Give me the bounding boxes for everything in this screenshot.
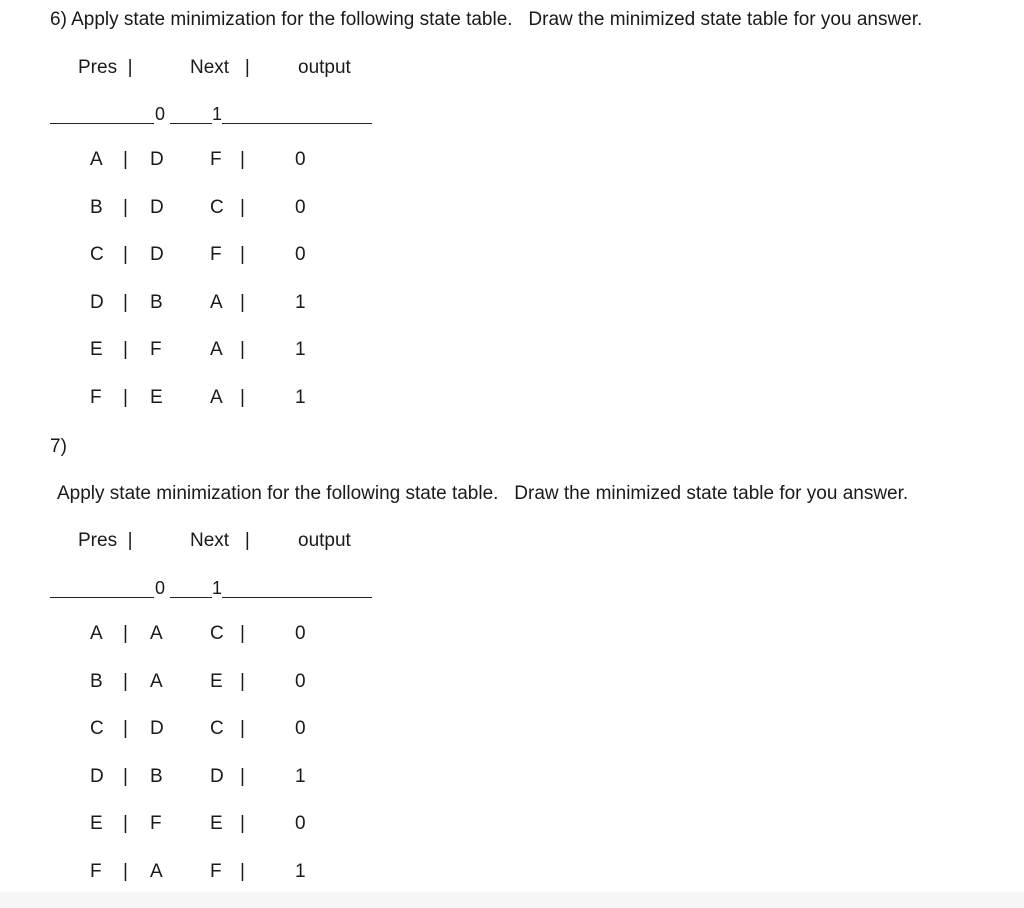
row-output: 1: [295, 339, 306, 360]
row-sep-1: |: [123, 149, 128, 170]
row-pres: A: [90, 149, 103, 170]
q6-header-next: Next |: [190, 57, 250, 78]
row-next1: F: [210, 244, 222, 265]
row-sep-1: |: [123, 766, 128, 787]
row-sep-2: |: [240, 671, 245, 692]
row-sep-1: |: [123, 623, 128, 644]
row-next1: E: [210, 813, 223, 834]
row-output: 0: [295, 623, 306, 644]
row-pres: E: [90, 339, 103, 360]
row-sep-1: |: [123, 244, 128, 265]
row-sep-1: |: [123, 718, 128, 739]
row-next1: C: [210, 623, 224, 644]
q6-header-output: output: [298, 57, 351, 78]
q7-header-output: output: [298, 530, 351, 551]
row-next0: D: [150, 197, 164, 218]
row-pres: B: [90, 671, 103, 692]
row-output: 0: [295, 244, 306, 265]
row-sep-2: |: [240, 292, 245, 313]
row-pres: F: [90, 387, 102, 408]
q7-subheader-zero: 0: [155, 578, 166, 598]
row-sep-2: |: [240, 387, 245, 408]
row-next0: D: [150, 149, 164, 170]
row-next1: E: [210, 671, 223, 692]
q7-number: 7): [50, 436, 67, 457]
row-output: 1: [295, 292, 306, 313]
row-next1: D: [210, 766, 224, 787]
row-next1: F: [210, 149, 222, 170]
row-output: 1: [295, 766, 306, 787]
row-output: 0: [295, 671, 306, 692]
row-pres: F: [90, 861, 102, 882]
row-sep-1: |: [123, 339, 128, 360]
q7-rule-right: [222, 597, 372, 598]
row-next1: C: [210, 718, 224, 739]
row-output: 0: [295, 718, 306, 739]
row-next1: C: [210, 197, 224, 218]
row-sep-1: |: [123, 197, 128, 218]
q7-rule-mid: [170, 597, 212, 598]
row-sep-2: |: [240, 766, 245, 787]
row-pres: A: [90, 623, 103, 644]
row-pres: B: [90, 197, 103, 218]
row-next0: D: [150, 244, 164, 265]
row-next0: F: [150, 813, 162, 834]
row-output: 0: [295, 197, 306, 218]
row-next0: B: [150, 292, 163, 313]
row-pres: C: [90, 244, 104, 265]
row-output: 1: [295, 861, 306, 882]
row-sep-2: |: [240, 197, 245, 218]
q7-subheader-one: 1: [212, 578, 223, 598]
row-sep-1: |: [123, 671, 128, 692]
row-next1: A: [210, 292, 223, 313]
row-pres: E: [90, 813, 103, 834]
q6-subheader-one: 1: [212, 104, 223, 124]
row-next1: A: [210, 387, 223, 408]
q6-rule-mid: [170, 123, 212, 124]
row-pres: C: [90, 718, 104, 739]
row-output: 0: [295, 149, 306, 170]
row-sep-2: |: [240, 718, 245, 739]
q7-header-next: Next |: [190, 530, 250, 551]
row-next0: B: [150, 766, 163, 787]
q6-subheader-zero: 0: [155, 104, 166, 124]
row-next1: F: [210, 861, 222, 882]
q6-header-pres: Pres |: [78, 57, 133, 78]
row-sep-2: |: [240, 339, 245, 360]
row-next0: E: [150, 387, 163, 408]
page-bottom-edge: [0, 892, 1024, 908]
q7-header-pres: Pres |: [78, 530, 133, 551]
row-sep-1: |: [123, 387, 128, 408]
row-next1: A: [210, 339, 223, 360]
q7-title: Apply state minimization for the following state table. Draw the minimized state table for you answer.: [57, 483, 909, 504]
q7-rule-left: [50, 597, 154, 598]
row-next0: D: [150, 718, 164, 739]
row-output: 1: [295, 387, 306, 408]
row-sep-2: |: [240, 149, 245, 170]
row-sep-1: |: [123, 813, 128, 834]
row-next0: A: [150, 671, 163, 692]
q6-rule-left: [50, 123, 154, 124]
row-sep-2: |: [240, 813, 245, 834]
row-sep-2: |: [240, 861, 245, 882]
row-sep-1: |: [123, 861, 128, 882]
q6-rule-right: [222, 123, 372, 124]
row-next0: F: [150, 339, 162, 360]
q6-title: 6) Apply state minimization for the following state table. Draw the minimized state table for you answer.: [50, 9, 923, 30]
row-next0: A: [150, 623, 163, 644]
row-pres: D: [90, 766, 104, 787]
row-sep-2: |: [240, 623, 245, 644]
row-sep-2: |: [240, 244, 245, 265]
row-next0: A: [150, 861, 163, 882]
row-output: 0: [295, 813, 306, 834]
row-sep-1: |: [123, 292, 128, 313]
row-pres: D: [90, 292, 104, 313]
